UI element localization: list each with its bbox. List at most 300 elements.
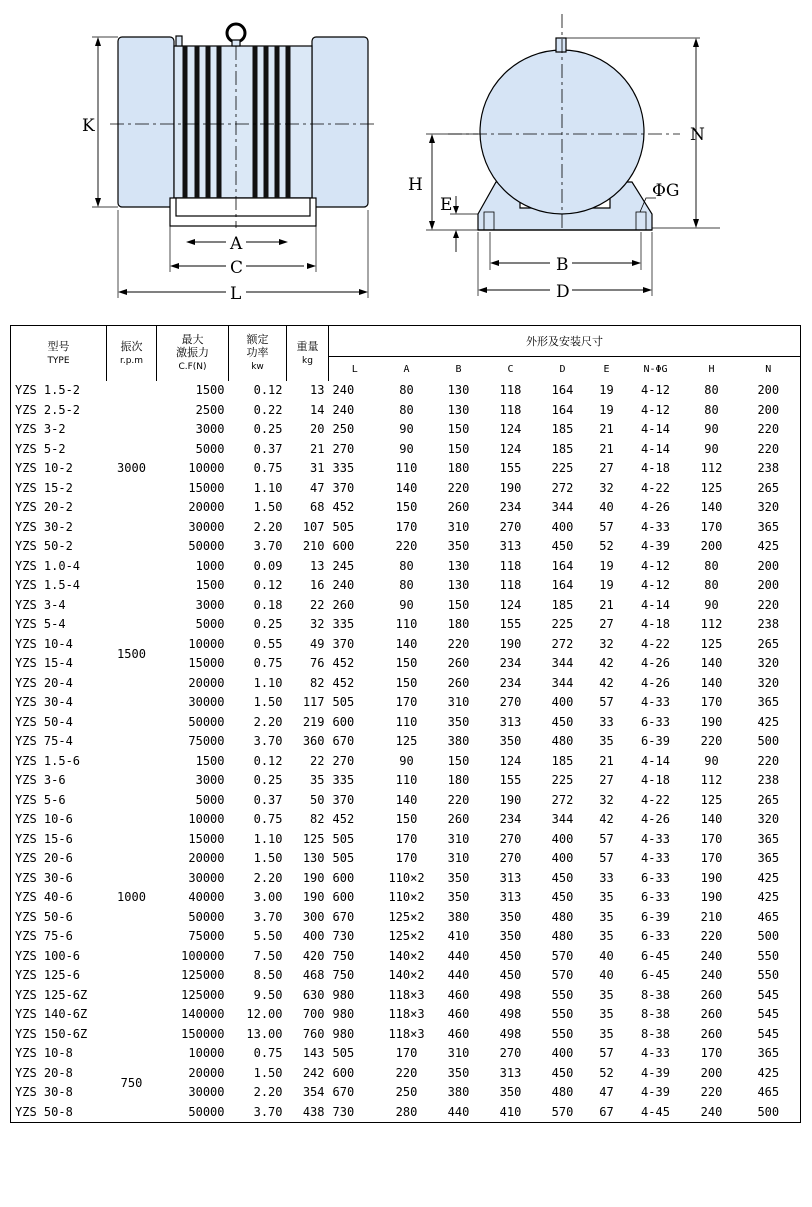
cell-power: 3.00 [253, 890, 283, 905]
table-row [11, 1044, 801, 1064]
cell-power: 3.70 [253, 539, 283, 554]
cell-b: 310 [447, 831, 470, 846]
cell-d: 272 [551, 636, 574, 651]
cell-n-phig: 4-12 [641, 402, 670, 417]
cell-weight: 760 [302, 1026, 325, 1041]
cell-type: YZS 20-4 [15, 675, 73, 690]
cell-e: 57 [599, 695, 614, 710]
cell-weight: 130 [302, 851, 325, 866]
cell-b: 310 [447, 519, 470, 534]
cell-cf: 1000 [195, 558, 225, 573]
cell-d: 450 [551, 870, 574, 885]
cell-rpm: 750 [120, 1075, 143, 1090]
cell-weight: 22 [310, 753, 325, 768]
cell-l: 370 [332, 792, 355, 807]
cell-cf: 15000 [188, 656, 225, 671]
cell-weight: 420 [302, 948, 325, 963]
cell-cf: 5000 [195, 617, 225, 632]
cell-l: 980 [332, 1007, 355, 1022]
cell-h: 125 [700, 636, 723, 651]
cell-weight: 400 [302, 929, 325, 944]
cell-cf: 30000 [188, 870, 225, 885]
header-weight [287, 326, 329, 382]
cell-d: 185 [551, 422, 574, 437]
cell-cf: 20000 [188, 500, 225, 515]
cell-c: 118 [499, 578, 522, 593]
cell-n-phig: 4-26 [641, 675, 670, 690]
cell-e: 27 [599, 461, 614, 476]
cell-power: 0.75 [253, 656, 283, 671]
cell-b: 460 [447, 1007, 470, 1022]
cell-weight: 82 [310, 675, 325, 690]
cell-c: 350 [499, 929, 522, 944]
cell-a: 90 [399, 753, 414, 768]
header-force-en: C.F(N) [178, 362, 207, 372]
cell-e: 32 [599, 792, 614, 807]
cell-h: 125 [700, 480, 723, 495]
header-rpm-en: r.p.m [119, 355, 144, 366]
cell-h: 170 [700, 695, 723, 710]
cell-a: 90 [399, 597, 414, 612]
cell-h: 90 [704, 441, 719, 456]
cell-power: 13.00 [246, 1026, 283, 1041]
cell-power: 2.20 [253, 519, 283, 534]
cell-b: 180 [447, 461, 470, 476]
dim-label-a: A [230, 234, 243, 254]
cell-n-phig: 4-45 [641, 1104, 670, 1119]
cell-power: 0.22 [253, 402, 283, 417]
cell-d: 185 [551, 753, 574, 768]
cell-l: 452 [332, 500, 355, 515]
cell-c: 350 [499, 909, 522, 924]
cell-l: 730 [332, 929, 355, 944]
cell-cf: 50000 [188, 909, 225, 924]
cell-d: 400 [551, 851, 574, 866]
cell-a: 140 [395, 480, 418, 495]
header-dimensions-title: 外形及安装尺寸 [329, 326, 801, 357]
cell-b: 220 [447, 636, 470, 651]
cell-type: YZS 15-6 [15, 831, 73, 846]
cell-n: 265 [757, 792, 780, 807]
header-power-cn1: 额定 [246, 333, 269, 346]
cell-a: 90 [399, 422, 414, 437]
cell-n: 500 [757, 929, 780, 944]
cell-l: 452 [332, 656, 355, 671]
cell-cf: 125000 [181, 968, 225, 983]
cell-weight: 700 [302, 1007, 325, 1022]
cell-h: 240 [700, 968, 723, 983]
cell-n-phig: 4-12 [641, 558, 670, 573]
cell-l: 980 [332, 1026, 355, 1041]
cell-d: 225 [551, 461, 574, 476]
cell-b: 260 [447, 656, 470, 671]
cell-n-phig: 6-33 [641, 870, 670, 885]
dim-label-phig: ΦG [652, 181, 680, 201]
cell-e: 40 [599, 968, 614, 983]
cell-a: 170 [395, 831, 418, 846]
cell-c: 190 [499, 792, 522, 807]
cell-weight: 32 [310, 617, 325, 632]
cell-power: 0.25 [253, 617, 283, 632]
cell-n: 545 [757, 1007, 780, 1022]
cell-b: 350 [447, 870, 470, 885]
cell-weight: 630 [302, 987, 325, 1002]
header-dim-e: E [589, 357, 625, 382]
cell-b: 130 [447, 402, 470, 417]
cell-weight: 190 [302, 870, 325, 885]
cell-c: 410 [499, 1104, 522, 1119]
cell-e: 27 [599, 773, 614, 788]
cell-weight: 143 [302, 1046, 325, 1061]
header-dim-d: D [537, 357, 589, 382]
cell-n-phig: 4-33 [641, 519, 670, 534]
cell-d: 344 [551, 656, 574, 671]
cell-c: 118 [499, 558, 522, 573]
cell-c: 190 [499, 480, 522, 495]
cell-n-phig: 4-14 [641, 422, 670, 437]
cell-b: 350 [447, 890, 470, 905]
cell-l: 370 [332, 636, 355, 651]
cell-e: 27 [599, 617, 614, 632]
cell-h: 220 [700, 734, 723, 749]
cell-h: 170 [700, 1046, 723, 1061]
cell-type: YZS 75-4 [15, 734, 73, 749]
cell-cf: 1500 [195, 753, 225, 768]
cell-e: 21 [599, 441, 614, 456]
cell-type: YZS 10-8 [15, 1046, 73, 1061]
cell-d: 570 [551, 968, 574, 983]
cell-weight: 13 [310, 383, 325, 398]
dim-label-d: D [556, 282, 570, 302]
cell-n-phig: 4-18 [641, 461, 670, 476]
cell-power: 3.70 [253, 909, 283, 924]
cell-e: 40 [599, 948, 614, 963]
header-type-cn: 型号 [47, 339, 70, 353]
header-dim-h: H [687, 357, 737, 382]
cell-type: YZS 50-8 [15, 1104, 73, 1119]
cell-e: 35 [599, 1007, 614, 1022]
cell-l: 670 [332, 734, 355, 749]
cell-e: 57 [599, 1046, 614, 1061]
cell-h: 90 [704, 753, 719, 768]
cell-d: 344 [551, 675, 574, 690]
table-row [11, 381, 801, 401]
cell-power: 2.20 [253, 1085, 283, 1100]
header-rpm [107, 326, 157, 382]
header-type [11, 326, 107, 382]
cell-l: 670 [332, 1085, 355, 1100]
cell-n: 500 [757, 1104, 780, 1119]
cell-a: 80 [399, 578, 414, 593]
cell-h: 140 [700, 656, 723, 671]
header-power-cn2: 功率 [246, 346, 269, 359]
cell-n: 220 [757, 441, 780, 456]
cell-cf: 30000 [188, 695, 225, 710]
cell-a: 125×2 [388, 909, 425, 924]
cell-b: 130 [447, 578, 470, 593]
cell-a: 80 [399, 383, 414, 398]
cell-power: 1.50 [253, 695, 283, 710]
cell-type: YZS 1.5-2 [15, 383, 81, 398]
cell-cf: 10000 [188, 636, 225, 651]
cell-c: 270 [499, 695, 522, 710]
cell-c: 498 [499, 1026, 522, 1041]
table-row [11, 557, 801, 577]
cell-d: 480 [551, 1085, 574, 1100]
cell-power: 1.50 [253, 500, 283, 515]
cell-type: YZS 30-6 [15, 870, 73, 885]
cell-l: 240 [332, 402, 355, 417]
cell-n: 200 [757, 383, 780, 398]
header-power [229, 326, 287, 382]
cell-e: 21 [599, 753, 614, 768]
cell-n: 220 [757, 597, 780, 612]
cell-e: 33 [599, 714, 614, 729]
cell-b: 440 [447, 948, 470, 963]
cell-weight: 49 [310, 636, 325, 651]
cell-cf: 75000 [188, 734, 225, 749]
cell-type: YZS 30-8 [15, 1085, 73, 1100]
cell-power: 0.12 [253, 578, 283, 593]
cell-n-phig: 4-14 [641, 753, 670, 768]
cell-type: YZS 15-2 [15, 480, 73, 495]
header-dim-n-phig: N-ΦG [625, 357, 687, 382]
cell-h: 200 [700, 539, 723, 554]
cell-type: YZS 125-6 [15, 968, 81, 983]
cell-n-phig: 4-12 [641, 578, 670, 593]
header-dim-c: C [485, 357, 537, 382]
dim-label-e: E [440, 195, 453, 215]
cell-cf: 5000 [195, 441, 225, 456]
cell-n: 265 [757, 636, 780, 651]
cell-cf: 150000 [181, 1026, 225, 1041]
cell-type: YZS 5-2 [15, 441, 66, 456]
cell-d: 164 [551, 402, 574, 417]
cell-cf: 30000 [188, 1085, 225, 1100]
cell-type: YZS 20-6 [15, 851, 73, 866]
cell-rpm: 1500 [117, 646, 146, 661]
cell-l: 750 [332, 968, 355, 983]
header-dim-l: L [329, 357, 381, 382]
cell-c: 124 [499, 597, 522, 612]
cell-power: 0.75 [253, 812, 283, 827]
motor-dimension-diagram [0, 0, 812, 320]
cell-h: 170 [700, 831, 723, 846]
cell-a: 150 [395, 812, 418, 827]
cell-b: 310 [447, 851, 470, 866]
cell-power: 3.70 [253, 734, 283, 749]
cell-l: 452 [332, 812, 355, 827]
cell-h: 80 [704, 578, 719, 593]
cell-l: 250 [332, 422, 355, 437]
cell-b: 130 [447, 558, 470, 573]
cell-l: 505 [332, 519, 355, 534]
cell-a: 110×2 [388, 870, 425, 885]
cell-cf: 140000 [181, 1007, 225, 1022]
cell-power: 5.50 [253, 929, 283, 944]
cell-h: 220 [700, 929, 723, 944]
cell-type: YZS 15-4 [15, 656, 73, 671]
cell-e: 32 [599, 636, 614, 651]
cell-b: 380 [447, 1085, 470, 1100]
cell-weight: 219 [302, 714, 325, 729]
cell-cf: 30000 [188, 519, 225, 534]
cell-type: YZS 3-2 [15, 422, 66, 437]
cell-c: 124 [499, 753, 522, 768]
cell-weight: 76 [310, 656, 325, 671]
cell-n-phig: 4-14 [641, 597, 670, 612]
cell-a: 118×3 [388, 987, 425, 1002]
cell-n: 365 [757, 695, 780, 710]
cell-a: 140×2 [388, 968, 425, 983]
cell-b: 460 [447, 987, 470, 1002]
cell-weight: 117 [302, 695, 325, 710]
cell-n: 425 [757, 714, 780, 729]
cell-cf: 10000 [188, 812, 225, 827]
cell-n-phig: 6-39 [641, 734, 670, 749]
cell-type: YZS 5-4 [15, 617, 66, 632]
cell-b: 180 [447, 773, 470, 788]
cell-weight: 468 [302, 968, 325, 983]
spec-table [10, 325, 801, 1123]
cell-a: 140 [395, 636, 418, 651]
cell-e: 40 [599, 500, 614, 515]
cell-weight: 31 [310, 461, 325, 476]
cell-type: YZS 10-2 [15, 461, 73, 476]
cell-a: 118×3 [388, 1007, 425, 1022]
cell-l: 452 [332, 675, 355, 690]
cell-power: 0.12 [253, 753, 283, 768]
cell-type: YZS 50-6 [15, 909, 73, 924]
cell-a: 125 [395, 734, 418, 749]
cell-power: 0.25 [253, 773, 283, 788]
cell-c: 155 [499, 617, 522, 632]
cell-l: 335 [332, 617, 355, 632]
header-force-cn1: 最大 [181, 333, 204, 346]
cell-n: 425 [757, 1065, 780, 1080]
cell-c: 450 [499, 968, 522, 983]
cell-type: YZS 20-8 [15, 1065, 73, 1080]
cell-c: 234 [499, 675, 522, 690]
cell-n: 238 [757, 461, 780, 476]
cell-a: 110 [395, 714, 418, 729]
cell-d: 164 [551, 578, 574, 593]
cell-c: 190 [499, 636, 522, 651]
cell-weight: 190 [302, 890, 325, 905]
cell-b: 310 [447, 1046, 470, 1061]
cell-type: YZS 1.5-4 [15, 578, 81, 593]
cell-d: 185 [551, 597, 574, 612]
cell-h: 140 [700, 675, 723, 690]
cell-type: YZS 100-6 [15, 948, 81, 963]
cell-power: 7.50 [253, 948, 283, 963]
cell-n-phig: 8-38 [641, 987, 670, 1002]
cell-power: 0.18 [253, 597, 283, 612]
cell-weight: 16 [310, 578, 325, 593]
cell-e: 42 [599, 656, 614, 671]
cell-d: 480 [551, 929, 574, 944]
cell-b: 260 [447, 675, 470, 690]
cell-d: 450 [551, 714, 574, 729]
cell-n: 238 [757, 773, 780, 788]
cell-cf: 50000 [188, 714, 225, 729]
cell-e: 67 [599, 1104, 614, 1119]
cell-a: 220 [395, 539, 418, 554]
cell-c: 118 [499, 402, 522, 417]
cell-n: 365 [757, 1046, 780, 1061]
cell-c: 313 [499, 1065, 522, 1080]
dim-label-b: B [556, 255, 569, 275]
cell-weight: 21 [310, 441, 325, 456]
cell-type: YZS 10-4 [15, 636, 73, 651]
cell-b: 260 [447, 812, 470, 827]
cell-n: 200 [757, 558, 780, 573]
cell-h: 260 [700, 1026, 723, 1041]
cell-n-phig: 4-33 [641, 831, 670, 846]
cell-l: 670 [332, 909, 355, 924]
cell-n: 500 [757, 734, 780, 749]
cell-l: 505 [332, 695, 355, 710]
cell-weight: 47 [310, 480, 325, 495]
cell-cf: 10000 [188, 461, 225, 476]
cell-l: 980 [332, 987, 355, 1002]
cell-cf: 50000 [188, 539, 225, 554]
cell-e: 52 [599, 1065, 614, 1080]
cell-h: 190 [700, 714, 723, 729]
cell-l: 370 [332, 480, 355, 495]
cell-a: 110 [395, 617, 418, 632]
cell-n: 545 [757, 1026, 780, 1041]
cell-c: 124 [499, 441, 522, 456]
header-dim-n: N [737, 357, 801, 382]
cell-power: 2.20 [253, 714, 283, 729]
cell-l: 600 [332, 1065, 355, 1080]
cell-h: 112 [700, 773, 723, 788]
cell-e: 21 [599, 422, 614, 437]
cell-e: 42 [599, 812, 614, 827]
cell-weight: 107 [302, 519, 325, 534]
cell-c: 450 [499, 948, 522, 963]
cell-d: 480 [551, 909, 574, 924]
cell-n-phig: 4-33 [641, 1046, 670, 1061]
cell-type: YZS 5-6 [15, 792, 66, 807]
header-rpm-cn: 振次 [120, 339, 143, 353]
cell-l: 260 [332, 597, 355, 612]
cell-cf: 75000 [188, 929, 225, 944]
cell-a: 125×2 [388, 929, 425, 944]
cell-type: YZS 1.5-6 [15, 753, 81, 768]
cell-n: 550 [757, 968, 780, 983]
cell-e: 35 [599, 929, 614, 944]
cell-l: 335 [332, 773, 355, 788]
cell-e: 42 [599, 675, 614, 690]
cell-d: 450 [551, 1065, 574, 1080]
cell-n-phig: 4-26 [641, 656, 670, 671]
cell-cf: 125000 [181, 987, 225, 1002]
cell-d: 550 [551, 1026, 574, 1041]
cell-d: 400 [551, 695, 574, 710]
cell-e: 52 [599, 539, 614, 554]
cell-e: 35 [599, 1026, 614, 1041]
cell-weight: 300 [302, 909, 325, 924]
cell-type: YZS 30-2 [15, 519, 73, 534]
dim-label-k: K [82, 116, 95, 136]
cell-power: 0.25 [253, 422, 283, 437]
cell-type: YZS 150-6Z [15, 1026, 88, 1041]
cell-h: 260 [700, 1007, 723, 1022]
cell-d: 344 [551, 812, 574, 827]
cell-weight: 125 [302, 831, 325, 846]
